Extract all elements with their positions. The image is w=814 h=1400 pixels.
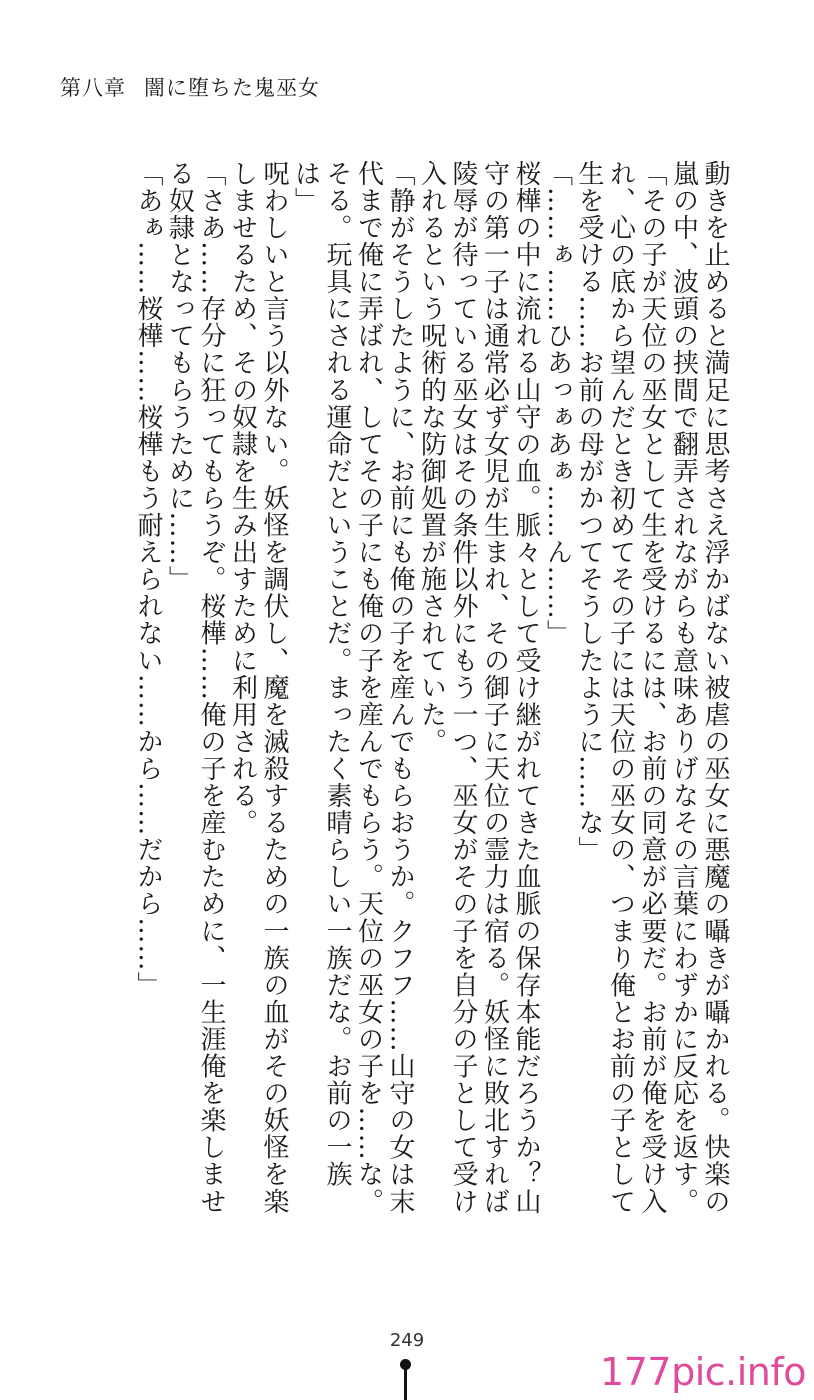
paragraph: 「……ぁ……ひあっぁあぁ……ん……」 (542, 160, 573, 647)
running-header (60, 72, 320, 102)
paragraph: 「あぁ……桜樺……桜樺もう耐えられない……から……だから……」 (133, 160, 163, 999)
bookmark-ribbon-line (404, 1368, 407, 1400)
vertical-body-text (70, 160, 730, 1220)
paragraph: 呪わしいと言う以外ない。妖怪を調伏し、魔を滅殺するための一族の血がその妖怪を楽しませるため、その奴隷を生み出すために利用される。 (227, 160, 289, 1215)
paragraph: 動きを止めると満足に思考さえ浮かばない被虐の巫女に悪魔の囁きが囁かれる。快楽の嵐の中、波頭の挟間で翻弄されながらも意味ありげなその言葉にわずかに反応を返す。 (668, 160, 730, 1215)
page-number: 249 (389, 1330, 425, 1351)
chapter-title: 闇に堕ちた鬼巫女 (144, 76, 320, 100)
paragraph: 「静がそうしたように、お前にも俺の子を産んでもらおうか。クフフ……山守の女は末代まで俺に弄ばれ、してその子にも俺の子を産んでもらう。天位の巫女の子を……な。そる。玩具にされる運命だということだ。まったく素晴らしい一族だな。お前の一族は」 (290, 160, 415, 1215)
watermark: 177pic.info (600, 1350, 806, 1394)
paragraph: 「さあ……存分に狂ってもらうぞ。桜樺……俺の子を産むために、一生涯俺を楽しませる奴隷となってもらうために……」 (164, 160, 226, 1215)
paragraph: 桜樺の中に流れる山守の血。脈々として受け継がれてきた血脈の保存本能だろうか？山守の第一子は通常必ず女児が生まれ、その御子に天位の霊力は宿る。妖怪に敗北すれば陵辱が待っている巫女はその条件以外にもう一つ、巫女がその子を自分の子として受け入れるという呪術的な防御処置が施されていた。 (416, 160, 541, 1215)
chapter-number: 第八章 (60, 76, 126, 100)
paragraph: 「その子が天位の巫女として生を受けるには、お前の同意が必要だ。お前が俺を受け入れ、心の底から望んだとき初めてその子には天位の巫女の、つまり俺とお前の子として生を受ける……お前の母がかつてそうしたように……な」 (574, 160, 667, 1215)
